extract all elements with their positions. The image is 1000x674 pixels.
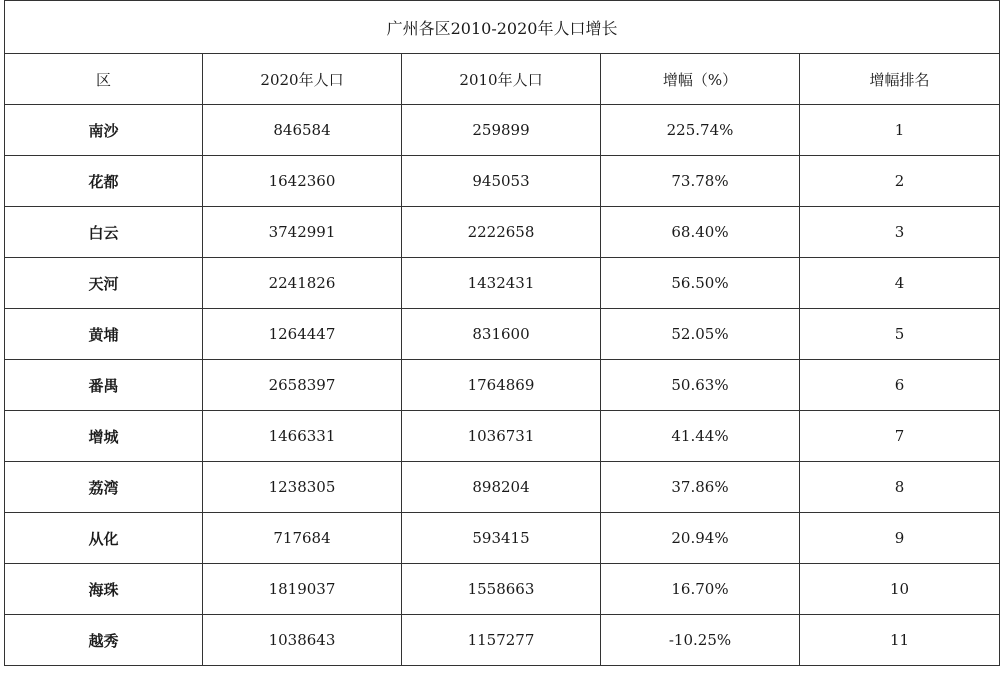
population-2020-cell: 1466331 [203, 411, 402, 462]
header-district: 区 [5, 54, 203, 105]
header-population-2010: 2010年人口 [402, 54, 601, 105]
growth-rate-cell: 20.94% [601, 513, 800, 564]
district-cell: 黄埔 [5, 309, 203, 360]
growth-rank-cell: 8 [800, 462, 1000, 513]
population-2020-cell: 1642360 [203, 156, 402, 207]
growth-rank-cell: 6 [800, 360, 1000, 411]
growth-rate-cell: 56.50% [601, 258, 800, 309]
growth-rate-cell: 50.63% [601, 360, 800, 411]
population-2020-cell: 717684 [203, 513, 402, 564]
district-cell: 南沙 [5, 105, 203, 156]
growth-rank-cell: 3 [800, 207, 1000, 258]
growth-rate-cell: -10.25% [601, 615, 800, 666]
population-growth-table [4, 0, 1000, 666]
population-2020-cell: 1819037 [203, 564, 402, 615]
population-2010-cell: 898204 [402, 462, 601, 513]
growth-rank-cell: 11 [800, 615, 1000, 666]
population-2010-cell: 945053 [402, 156, 601, 207]
table-title: 广州各区2010-2020年人口增长 [5, 1, 1000, 54]
population-2010-cell: 593415 [402, 513, 601, 564]
district-cell: 番禺 [5, 360, 203, 411]
population-2010-cell: 259899 [402, 105, 601, 156]
population-2010-cell: 831600 [402, 309, 601, 360]
population-table-sheet [4, 0, 999, 672]
population-2020-cell: 1038643 [203, 615, 402, 666]
growth-rate-cell: 41.44% [601, 411, 800, 462]
table-title-row [5, 1, 1000, 54]
growth-rank-cell: 2 [800, 156, 1000, 207]
table-row [5, 360, 1000, 411]
growth-rank-cell: 4 [800, 258, 1000, 309]
growth-rank-cell: 10 [800, 564, 1000, 615]
table-row [5, 513, 1000, 564]
district-cell: 增城 [5, 411, 203, 462]
table-row [5, 105, 1000, 156]
population-2020-cell: 1238305 [203, 462, 402, 513]
table-row [5, 411, 1000, 462]
header-growth-rank: 增幅排名 [800, 54, 1000, 105]
table-row [5, 258, 1000, 309]
district-cell: 天河 [5, 258, 203, 309]
growth-rank-cell: 5 [800, 309, 1000, 360]
table-row [5, 207, 1000, 258]
district-cell: 越秀 [5, 615, 203, 666]
table-row [5, 462, 1000, 513]
header-population-2020: 2020年人口 [203, 54, 402, 105]
population-2010-cell: 1036731 [402, 411, 601, 462]
district-cell: 荔湾 [5, 462, 203, 513]
table-row [5, 615, 1000, 666]
growth-rate-cell: 37.86% [601, 462, 800, 513]
table-row [5, 309, 1000, 360]
district-cell: 花都 [5, 156, 203, 207]
district-cell: 白云 [5, 207, 203, 258]
growth-rate-cell: 73.78% [601, 156, 800, 207]
growth-rank-cell: 7 [800, 411, 1000, 462]
header-growth-rate: 增幅（%） [601, 54, 800, 105]
population-2010-cell: 1432431 [402, 258, 601, 309]
population-2010-cell: 1764869 [402, 360, 601, 411]
population-2020-cell: 846584 [203, 105, 402, 156]
population-2010-cell: 1558663 [402, 564, 601, 615]
growth-rank-cell: 1 [800, 105, 1000, 156]
growth-rank-cell: 9 [800, 513, 1000, 564]
growth-rate-cell: 68.40% [601, 207, 800, 258]
population-2020-cell: 3742991 [203, 207, 402, 258]
table-row [5, 564, 1000, 615]
growth-rate-cell: 52.05% [601, 309, 800, 360]
table-header-row [5, 54, 1000, 105]
district-cell: 海珠 [5, 564, 203, 615]
district-cell: 从化 [5, 513, 203, 564]
population-2020-cell: 2241826 [203, 258, 402, 309]
population-2010-cell: 2222658 [402, 207, 601, 258]
growth-rate-cell: 225.74% [601, 105, 800, 156]
population-2010-cell: 1157277 [402, 615, 601, 666]
growth-rate-cell: 16.70% [601, 564, 800, 615]
table-row [5, 156, 1000, 207]
population-2020-cell: 2658397 [203, 360, 402, 411]
population-2020-cell: 1264447 [203, 309, 402, 360]
